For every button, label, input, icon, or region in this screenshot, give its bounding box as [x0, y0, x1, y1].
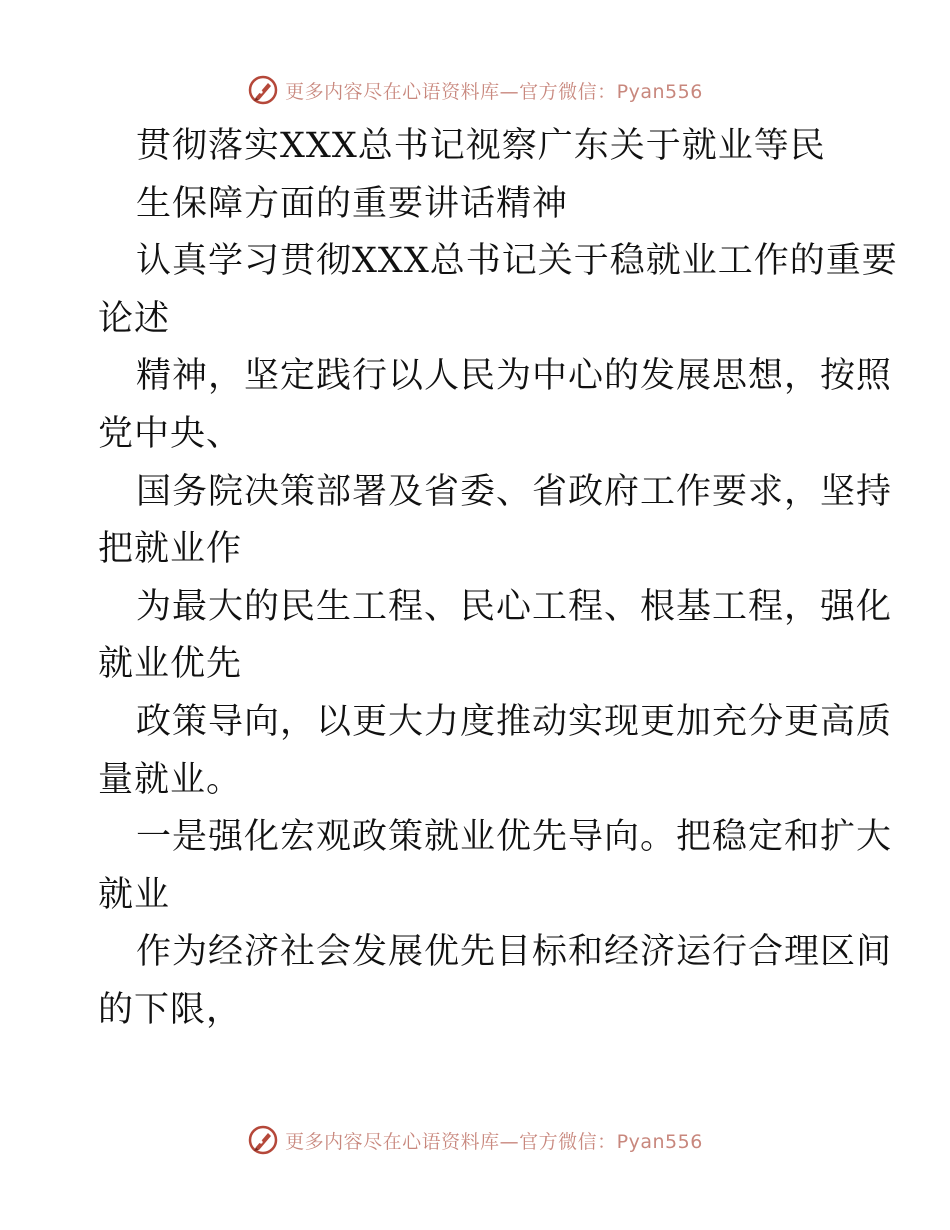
paragraph-line: 就业 — [98, 874, 171, 915]
paragraph-line: 作为经济社会发展优先目标和经济运行合理区间 — [136, 932, 893, 973]
paragraph-line: 把就业作 — [98, 529, 243, 570]
pen-nib-logo-icon — [247, 1124, 279, 1156]
pen-nib-logo-icon — [247, 74, 279, 106]
title-line-1: 贯彻落实XXX总书记视察广东关于就业等民 — [136, 126, 826, 166]
paragraph-line: 为最大的民生工程、民心工程、根基工程，强化 — [136, 586, 893, 627]
title-line-2: 生保障方面的重要讲话精神 — [136, 183, 569, 224]
paragraph-line: 量就业。 — [98, 759, 243, 800]
footer-watermark — [0, 1120, 950, 1160]
paragraph-line: 一是强化宏观政策就业优先导向。把稳定和扩大 — [136, 817, 893, 858]
paragraph-line: 认真学习贯彻XXX总书记关于稳就业工作的重要 — [136, 241, 898, 282]
paragraph-line: 的下限， — [98, 989, 243, 1030]
document-body — [98, 118, 898, 1040]
watermark-text: 更多内容尽在心语资料库—官方微信：Pyan556 — [285, 1130, 703, 1153]
paragraph-line: 论述 — [98, 298, 171, 339]
paragraph-line: 精神，坚定践行以人民为中心的发展思想，按照 — [136, 356, 893, 397]
paragraph-line: 就业优先 — [98, 644, 243, 685]
watermark-text: 更多内容尽在心语资料库—官方微信：Pyan556 — [285, 80, 703, 103]
paragraph-line: 国务院决策部署及省委、省政府工作要求，坚持 — [136, 471, 893, 512]
header-watermark — [0, 70, 950, 110]
paragraph-line: 政策导向，以更大力度推动实现更加充分更高质 — [136, 701, 893, 742]
paragraph-line: 党中央、 — [98, 413, 243, 454]
